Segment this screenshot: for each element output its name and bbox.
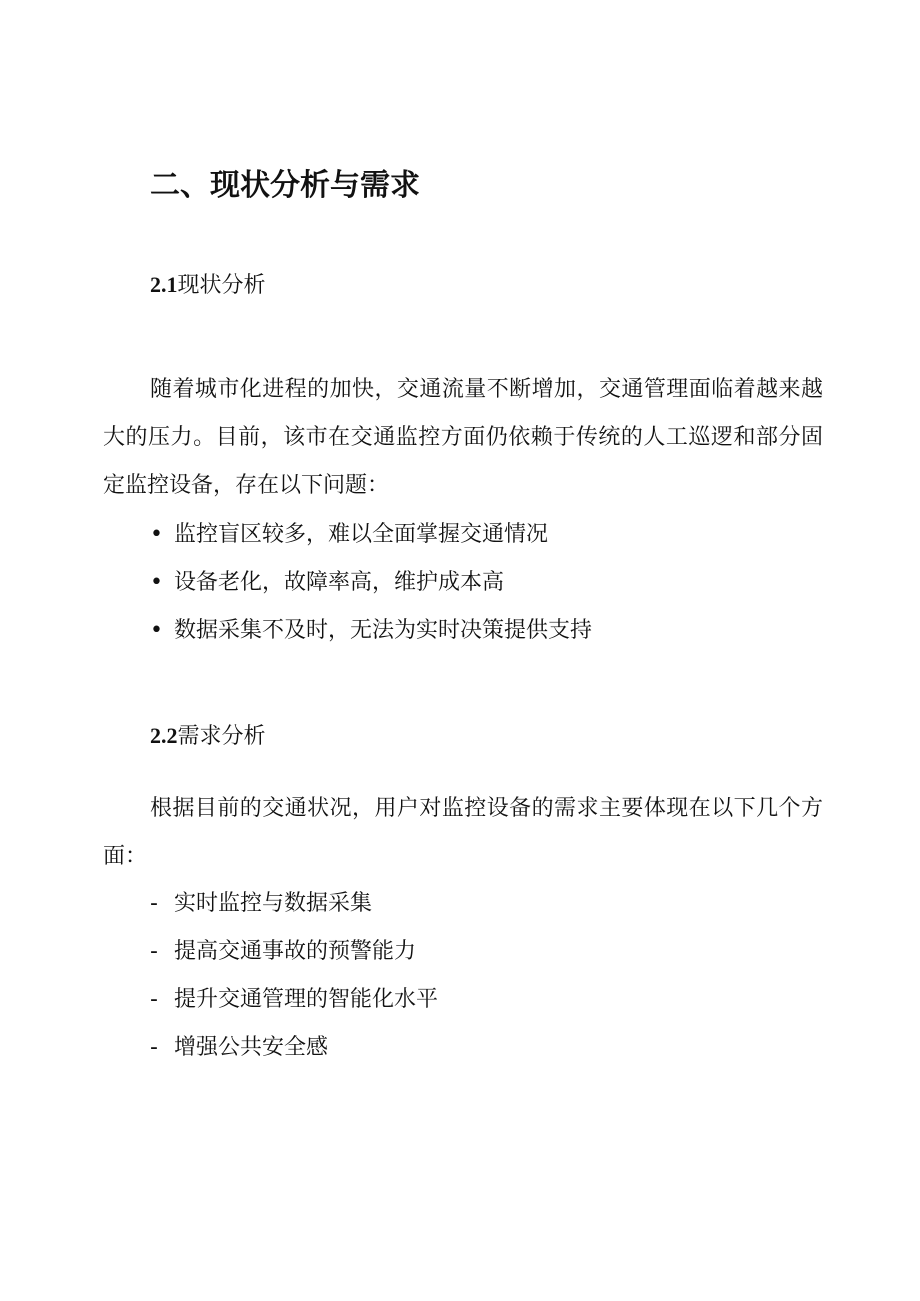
dash-text: 增强公共安全感 bbox=[174, 1035, 329, 1060]
subsection-heading-current bbox=[150, 270, 266, 301]
bullet-marker: • bbox=[150, 618, 163, 643]
dash-text: 实时监控与数据采集 bbox=[174, 891, 373, 916]
dash-item bbox=[150, 937, 416, 967]
bullet-text: 监控盲区较多，难以全面掌握交通情况 bbox=[174, 522, 549, 547]
dash-marker: - bbox=[150, 939, 158, 964]
dash-item bbox=[150, 889, 372, 919]
needs-paragraph: 根据目前的交通状况，用户对监控设备的需求主要体现在以下几个方面： bbox=[103, 796, 823, 869]
dash-marker: - bbox=[150, 891, 158, 916]
bullet-item bbox=[150, 616, 592, 646]
subsection-heading-needs bbox=[150, 721, 266, 752]
subsection-number: 2.1 bbox=[150, 272, 178, 297]
subsection-number: 2.2 bbox=[150, 723, 178, 748]
bullet-item bbox=[150, 568, 504, 598]
bullet-marker: • bbox=[150, 522, 163, 547]
bullet-marker: • bbox=[150, 570, 163, 595]
dash-text: 提升交通管理的智能化水平 bbox=[174, 987, 439, 1012]
dash-marker: - bbox=[150, 1035, 158, 1060]
bullet-text: 数据采集不及时，无法为实时决策提供支持 bbox=[174, 618, 593, 643]
current-paragraph: 随着城市化进程的加快，交通流量不断增加，交通管理面临着越来越大的压力。目前，该市在交通监控方面仍依赖于传统的人工巡逻和部分固定监控设备，存在以下问题： bbox=[103, 377, 823, 498]
dash-text: 提高交通事故的预警能力 bbox=[174, 939, 417, 964]
bullet-item bbox=[150, 520, 548, 550]
bullet-text: 设备老化，故障率高，维护成本高 bbox=[174, 570, 505, 595]
dash-item bbox=[150, 1033, 328, 1063]
section-title: 二、现状分析与需求 bbox=[150, 168, 420, 203]
subsection-title: 需求分析 bbox=[177, 724, 266, 749]
dash-marker: - bbox=[150, 987, 158, 1012]
dash-item bbox=[150, 985, 438, 1015]
subsection-title: 现状分析 bbox=[177, 273, 266, 298]
